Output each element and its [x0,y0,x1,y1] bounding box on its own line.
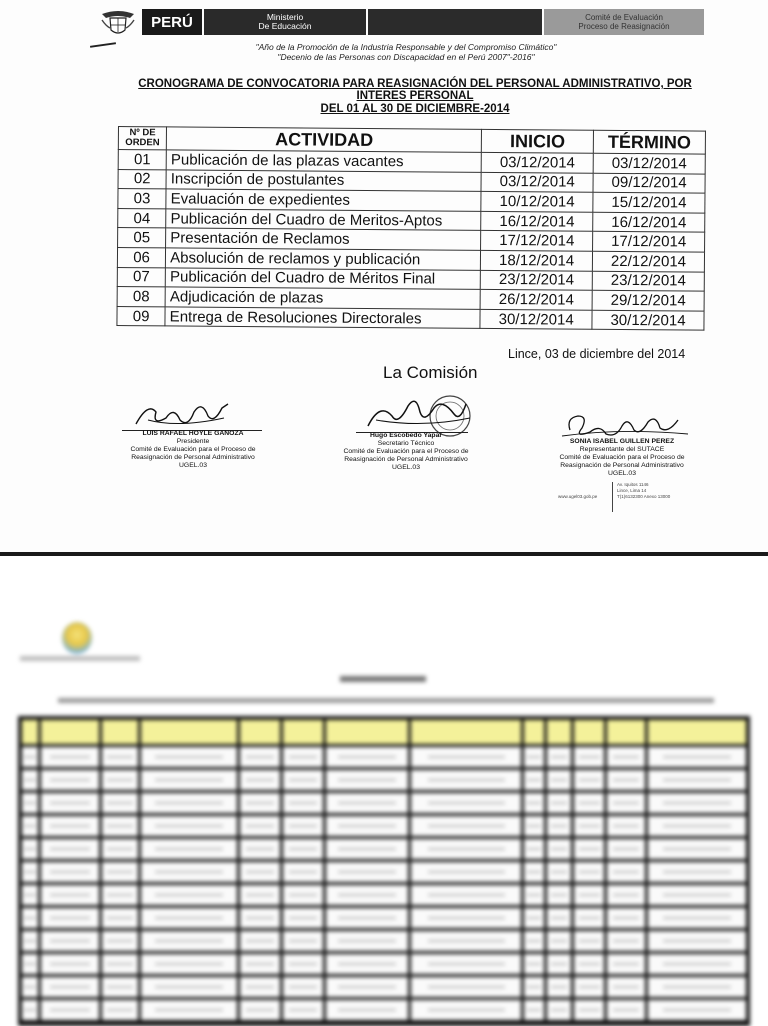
row-activity: Inscripción de postulantes [166,169,481,191]
institution-logo-icon [62,622,92,654]
row-activity: Publicación de las plazas vacantes [166,150,481,172]
signatory-2-committee: Comité de Evaluación para el Proceso de [343,448,469,455]
signatory-1 [104,430,282,470]
blurred-table-row [22,931,746,951]
ministry-header [204,9,366,35]
row-start-date: 26/12/2014 [480,290,592,310]
column-header-end: TÉRMINO [593,130,705,154]
blurred-table-row [22,793,746,813]
signature-3-icon [560,408,692,442]
signatory-2 [326,432,486,472]
document-page-2-blurred [0,588,768,1024]
blurred-title [340,676,426,682]
blurred-table-row [22,770,746,790]
footer-address-line-3: T(1)6132300 Anexo 13000 [617,494,671,499]
blurred-table [18,716,750,1026]
row-end-date: 23/12/2014 [592,271,704,291]
document-title-line-1: CRONOGRAMA DE CONVOCATORIA PARA REASIGNACIÓN DEL PERSONAL ADMINISTRATIVO, POR [138,78,692,90]
row-order: 09 [117,306,165,326]
blurred-table-header [22,720,746,744]
row-end-date: 17/12/2014 [593,232,705,252]
row-end-date: 22/12/2014 [592,251,704,271]
blurred-table-row [22,954,746,974]
signatory-2-role: Secretario Técnico [377,440,435,447]
column-header-start: INICIO [482,129,594,153]
signatory-1-unit: UGEL.03 [179,462,207,469]
ministry-line-2: De Educación [258,21,312,31]
row-activity: Adjudicación de plazas [165,287,480,309]
column-header-order: Nº DE ORDEN [118,127,166,150]
row-start-date: 03/12/2014 [481,172,593,192]
footer-address-line-1: Av. Iquitos 1146 [617,482,649,487]
header-dark-band [368,9,542,35]
signature-1-icon [128,398,238,432]
committee-line-2: Proceso de Reasignación [578,22,670,31]
signatory-1-role: Presidente [176,438,210,445]
signatory-3-unit: UGEL.03 [608,470,636,477]
signatory-3-role: Representante del SUTACE [579,446,665,453]
row-order: 08 [117,287,165,307]
year-motto-line: "Año de la Promoción de la Industria Responsable y del Compromiso Climático" [255,42,557,52]
row-end-date: 09/12/2014 [593,173,705,193]
ministry-line-1: Ministerio [266,12,304,22]
signatory-3-process: Reasignación de Personal Administrativo [560,462,684,469]
row-order: 04 [118,208,166,228]
blurred-table-row [22,816,746,836]
footer-address [612,482,670,512]
signatory-1-process: Reasignación de Personal Administrativo [131,454,255,461]
peru-header-label: PERÚ [142,9,202,35]
page-edge [0,552,768,556]
column-header-activity: ACTIVIDAD [167,127,482,152]
signatory-2-unit: UGEL.03 [392,464,420,471]
blurred-table-row [22,839,746,859]
row-activity: Evaluación de expedientes [166,189,481,211]
schedule-table [116,126,706,331]
coat-of-arms-icon [98,8,138,38]
row-order: 01 [118,150,166,170]
committee-header [544,9,704,35]
signatory-1-name: LUIS RAFAEL HOYLE GANOZA [142,430,244,437]
row-activity: Presentación de Reclamos [166,228,481,250]
signatory-2-name: Hugo Escobedo Yapar [369,432,442,439]
commission-heading: La Comisión [383,363,478,382]
row-order: 05 [118,228,166,248]
row-start-date: 30/12/2014 [480,309,592,329]
signatory-1-committee: Comité de Evaluación para el Proceso de [130,446,256,453]
blurred-table-row [22,977,746,997]
blurred-logo-caption [20,656,140,661]
row-order: 07 [117,267,165,287]
committee-line-1: Comité de Evaluación [585,13,663,22]
place-and-date: Lince, 03 de diciembre del 2014 [508,347,686,361]
row-end-date: 03/12/2014 [593,153,705,173]
footer-website: www.ugel03.gob.pe [558,494,598,499]
signatory-3-committee: Comité de Evaluación para el Proceso de [559,454,685,461]
row-start-date: 16/12/2014 [481,211,593,231]
table-row [117,306,704,330]
signatory-3 [530,438,714,478]
row-activity: Entrega de Resoluciones Directorales [165,307,480,329]
document-title-line-2: INTERES PERSONAL [356,90,474,102]
row-start-date: 03/12/2014 [481,152,593,172]
row-start-date: 18/12/2014 [481,250,593,270]
document-title-line-3: DEL 01 AL 30 DE DICIEMBRE-2014 [320,103,510,115]
blurred-table-row [22,862,746,882]
row-order: 02 [118,169,166,189]
blurred-table-body [22,747,746,1023]
row-activity: Publicación del Cuadro de Méritos Final [165,267,480,289]
signatory-2-process: Reasignación de Personal Administrativo [344,456,468,463]
row-start-date: 23/12/2014 [480,270,592,290]
blurred-table-row [22,747,746,767]
decade-motto-line: "Decenio de las Personas con Discapacidad en el Perú 2007"-2016" [277,52,535,62]
footer-address-line-2: Lince, Lima 14 [617,488,647,493]
row-activity: Publicación del Cuadro de Meritos-Aptos [166,209,481,231]
row-end-date: 29/12/2014 [592,290,704,310]
blurred-subtitle [58,698,714,703]
row-start-date: 10/12/2014 [481,192,593,212]
blurred-table-row [22,908,746,928]
signatory-3-name: SONIA ISABEL GUILLEN PEREZ [569,438,675,445]
row-order: 06 [117,247,165,267]
row-end-date: 30/12/2014 [592,310,704,330]
row-order: 03 [118,189,166,209]
row-end-date: 16/12/2014 [593,212,705,232]
row-end-date: 15/12/2014 [593,192,705,212]
row-start-date: 17/12/2014 [481,231,593,251]
row-activity: Absolución de reclamos y publicación [166,248,481,270]
blurred-table-row [22,885,746,905]
blurred-table-row [22,1000,746,1020]
